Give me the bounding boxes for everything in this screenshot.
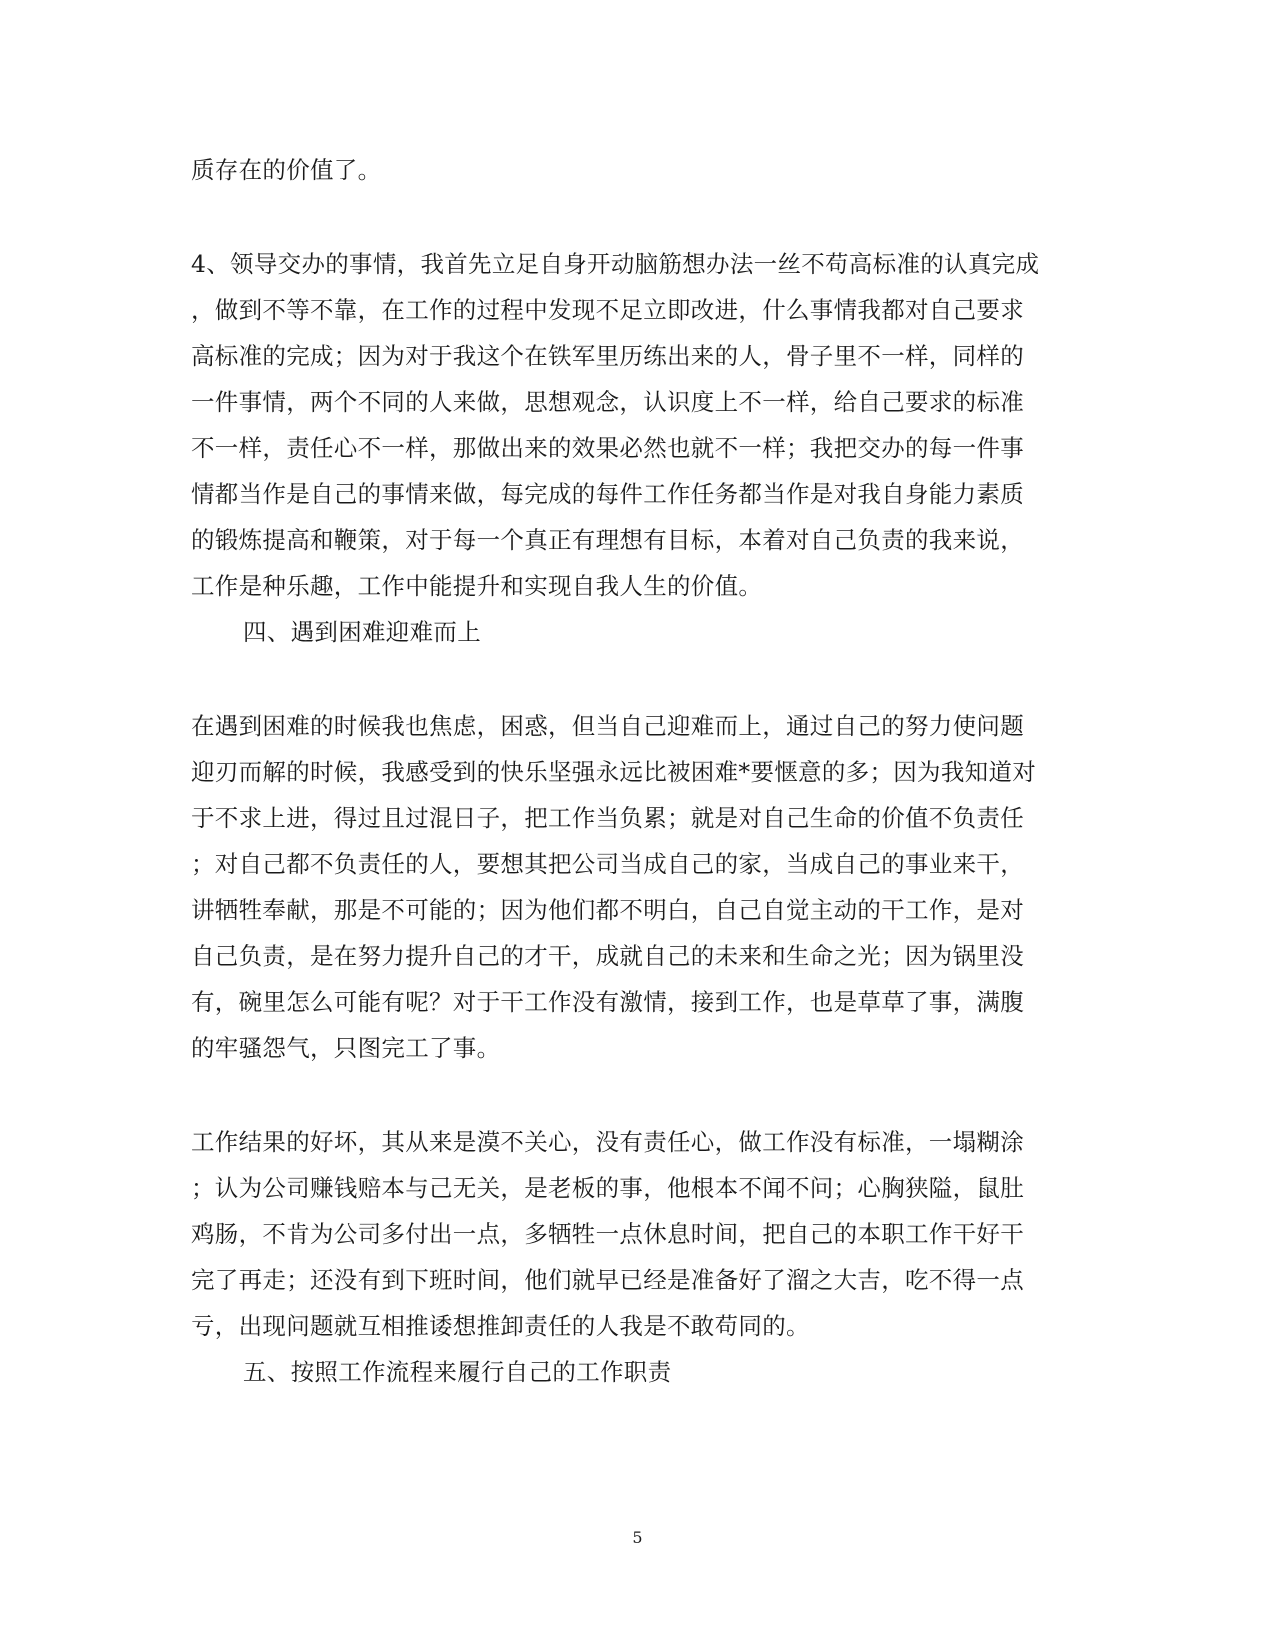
text-line: 于不求上进，得过且过混日子，把工作当负累；就是对自己生命的价值不负责任 <box>191 804 1024 832</box>
page-number: 5 <box>632 1528 643 1547</box>
text-line: ；认为公司赚钱赔本与己无关，是老板的事，他根本不闻不问；心胸狭隘，鼠肚 <box>191 1174 1024 1202</box>
section-heading: 五、按照工作流程来履行自己的工作职责 <box>243 1358 672 1386</box>
text-line: ；对自己都不负责任的人，要想其把公司当成自己的家，当成自己的事业来干， <box>191 850 1024 878</box>
text-line: 有，碗里怎么可能有呢？对于干工作没有激情，接到工作，也是草草了事，满腹 <box>191 988 1024 1016</box>
text-line: ，做到不等不靠，在工作的过程中发现不足立即改进，什么事情我都对自己要求 <box>191 296 1024 324</box>
text-line: 的牢骚怨气，只图完工了事。 <box>191 1034 501 1062</box>
text-line: 在遇到困难的时候我也焦虑，困惑，但当自己迎难而上，通过自己的努力使问题 <box>191 712 1024 740</box>
text-line: 不一样，责任心不一样，那做出来的效果必然也就不一样；我把交办的每一件事 <box>191 434 1024 462</box>
text-line: 讲牺牲奉献，那是不可能的；因为他们都不明白，自己自觉主动的干工作，是对 <box>191 896 1024 924</box>
text-line: 鸡肠，不肯为公司多付出一点，多牺牲一点休息时间，把自己的本职工作干好干 <box>191 1220 1024 1248</box>
text-line: 情都当作是自己的事情来做，每完成的每件工作任务都当作是对我自身能力素质 <box>191 480 1024 508</box>
text-line: 迎刃而解的时候，我感受到的快乐坚强永远比被困难*要惬意的多；因为我知道对 <box>191 758 1037 786</box>
text-line: 的锻炼提高和鞭策，对于每一个真正有理想有目标，本着对自己负责的我来说， <box>191 526 1024 554</box>
text-line: 质存在的价值了。 <box>191 156 382 184</box>
text-line: 4、领导交办的事情，我首先立足自身开动脑筋想办法一丝不苟高标准的认真完成 <box>191 250 1040 278</box>
text-line: 亏，出现问题就互相推诿想推卸责任的人我是不敢苟同的。 <box>191 1312 810 1340</box>
text-line: 一件事情，两个不同的人来做，思想观念，认识度上不一样，给自己要求的标准 <box>191 388 1024 416</box>
text-line: 完了再走；还没有到下班时间，他们就早已经是准备好了溜之大吉，吃不得一点 <box>191 1266 1024 1294</box>
text-line: 高标准的完成；因为对于我这个在铁军里历练出来的人，骨子里不一样，同样的 <box>191 342 1024 370</box>
section-heading: 四、遇到困难迎难而上 <box>243 618 481 646</box>
text-line: 工作结果的好坏，其从来是漠不关心，没有责任心，做工作没有标准，一塌糊涂 <box>191 1128 1024 1156</box>
text-line: 工作是种乐趣，工作中能提升和实现自我人生的价值。 <box>191 572 763 600</box>
text-line: 自己负责，是在努力提升自己的才干，成就自己的未来和生命之光；因为锅里没 <box>191 942 1024 970</box>
